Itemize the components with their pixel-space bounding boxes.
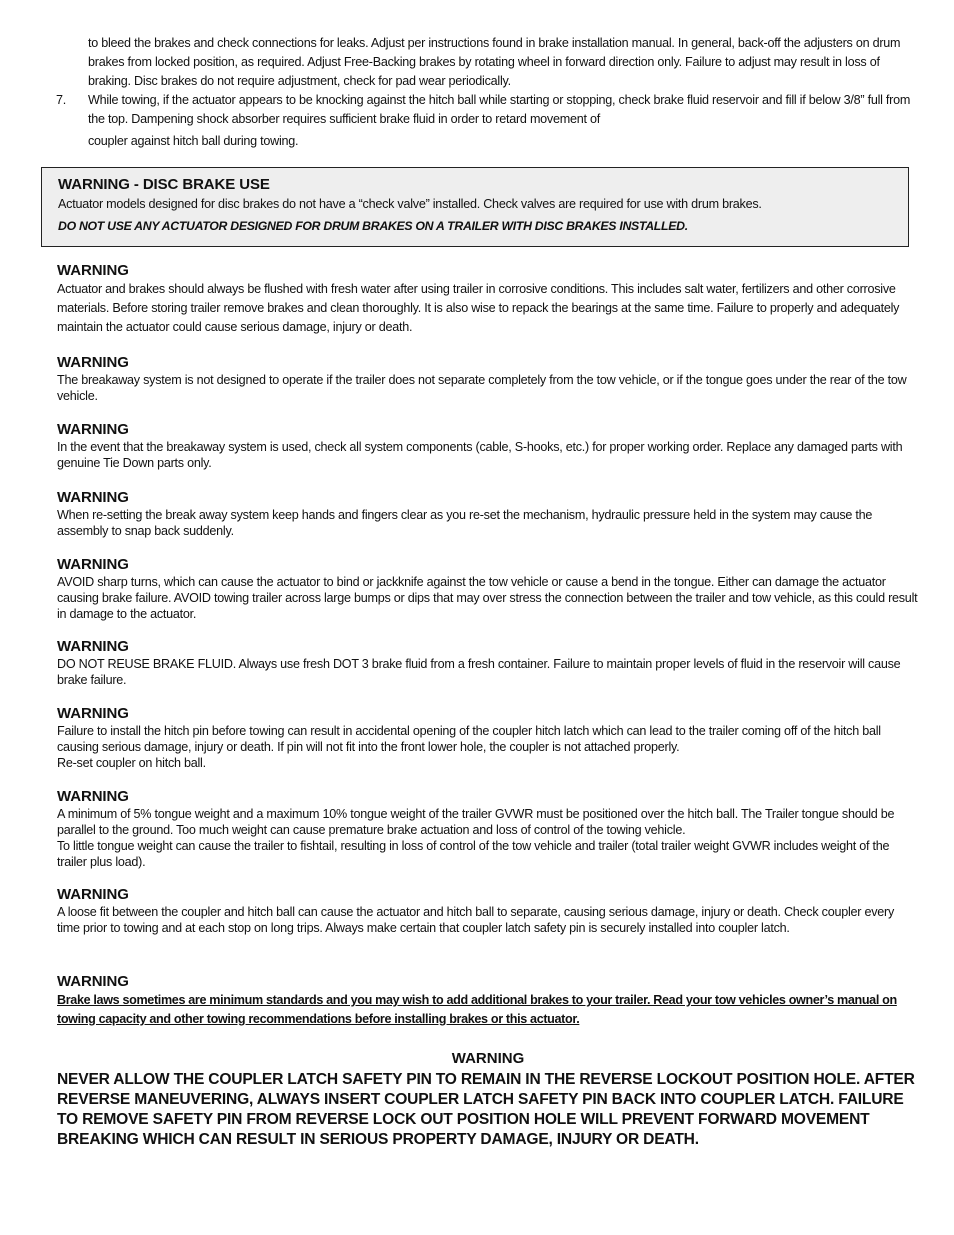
warning-section [57,973,919,1029]
warning-text: In the event that the breakaway system is used, check all system components (cable, S-hooks, etc.) for proper working order. Replace any damaged parts with genuine Tie Down parts only. [57,440,903,470]
warning-text: A minimum of 5% tongue weight and a maximum 10% tongue weight of the trailer GVWR must be positioned over the hitch ball. The Trailer tongue should be parallel to the ground. Too much weight can cause premature brake actuation and loss of control of the towing vehicle. To little tongue weight can cause the trailer to fishtail, resulting in loss of control of the tow vehicle and trailer (total trailer weight GVWR includes weight of the trailer plus load). [57,807,895,869]
disc-brake-warning-title: WARNING - DISC BRAKE USE [58,176,270,193]
disc-brake-warning-emphasis: DO NOT USE ANY ACTUATOR DESIGNED FOR DRUM BRAKES ON A TRAILER WITH DISC BRAKES INSTALLED. [58,219,688,233]
warning-text: Actuator and brakes should always be flushed with fresh water after using trailer in corrosive conditions. This includes salt water, fertilizers and other corrosive materials. Before storing trailer remove brakes and clean thoroughly. It is also wise to repack the bearings at the same time. Failure to properly and adequately maintain the actuator could cause serious damage, injury or death. [57,282,900,334]
list-item-7 [56,91,914,151]
disc-brake-warning-text: Actuator models designed for disc brakes do not have a “check valve” installed. Check valves are required for use with drum brakes. [58,197,762,211]
warning-text: When re-setting the break away system keep hands and fingers clear as you re-set the mechanism, hydraulic pressure held in the system may cause the assembly to snap back suddenly. [57,508,873,538]
warning-section [57,705,919,771]
warning-text-underlined: Brake laws sometimes are minimum standards and you may wish to add additional brakes to your trailer. Read your tow vehicles owner’s manual on towing capacity and other towing recommendations before installing brakes or this actuator. [57,993,897,1026]
warning-title: WARNING [57,262,129,279]
list-item-number: 7. [56,93,67,107]
list-item-text: While towing, if the actuator appears to be knocking against the hitch ball while starting or stopping, check brake fluid reservoir and fill if below 3/8” full from the top. Dampening shock absorber requires sufficient brake fluid in order to retard movement of coupler against hitch ball during towing. [88,91,914,151]
warning-text: A loose fit between the coupler and hitch ball can cause the actuator and hitch ball to separate, causing serious damage, injury or death. Check coupler every time prior to towing and at each stop on long trips. Always make certain that coupler latch safety pin is securely installed into coupler latch. [57,905,894,935]
warning-section [57,354,919,404]
warning-text: DO NOT REUSE BRAKE FLUID. Always use fresh DOT 3 brake fluid from a fresh container. Failure to maintain proper levels of fluid in the reservoir will cause brake failure. [57,657,901,687]
final-warning-title: WARNING [451,1050,525,1067]
warning-title: WARNING [57,638,129,655]
warning-title: WARNING [57,556,129,573]
warning-title: WARNING [57,354,129,371]
warning-title: WARNING [57,421,129,438]
warning-title: WARNING [57,705,129,722]
warning-title: WARNING [57,973,129,990]
list-item-last-line: coupler against hitch ball during towing. [88,134,299,148]
warning-section [57,489,919,539]
final-warning-text: NEVER ALLOW THE COUPLER LATCH SAFETY PIN TO REMAIN IN THE REVERSE LOCKOUT POSITION HOLE. AFTER REVERSE MANEUVERING, ALWAYS INSERT COUPLER LATCH SAFETY PIN BACK INTO COUPLER LATCH. FAILURE TO REMOVE SAFETY PIN FROM REVERSE LOCK OUT POSITION HOLE WILL PREVENT FORWARD MOVEMENT BREAKING WHICH CAN RESULT IN SERIOUS PROPERTY DAMAGE, INJURY OR DEATH. [57,1071,915,1148]
warning-title: WARNING [57,886,129,903]
warning-text: The breakaway system is not designed to operate if the trailer does not separate completely from the tow vehicle, or if the tongue goes under the rear of the tow vehicle. [57,373,907,403]
final-warning [57,1049,919,1150]
disc-brake-warning-box [41,167,909,247]
warning-title: WARNING [57,788,129,805]
warning-section [57,556,919,622]
warning-text: Failure to install the hitch pin before towing can result in accidental opening of the coupler hitch latch which can lead to the trailer coming off of the hitch ball causing serious damage, injury or death. If pin will not fit into the front lower hole, the coupler is not attached properly. Re-set coupler on hitch ball. [57,724,881,770]
warning-section [57,886,919,936]
warning-title: WARNING [57,489,129,506]
continuation-paragraph: to bleed the brakes and check connections for leaks. Adjust per instructions found in brake installation manual. In general, back-off the adjusters on drum brakes from locked position, as required. Adjust Free-Backing brakes by rotating wheel in forward direction only. Failure to adjust may result in loss of braking. Disc brakes do not require adjustment, check for pad wear periodically. [88,36,901,88]
warning-section [57,421,919,471]
warning-section [57,262,919,337]
warning-text: AVOID sharp turns, which can cause the actuator to bind or jackknife against the tow vehicle or cause a bend in the tongue. Either can damage the actuator causing brake failure. AVOID towing trailer across large bumps or dips that may over stress the connection between the trailer and tow vehicle, as this could result in damage to the actuator. [57,575,918,621]
warning-section [57,638,919,688]
warning-section [57,788,919,870]
